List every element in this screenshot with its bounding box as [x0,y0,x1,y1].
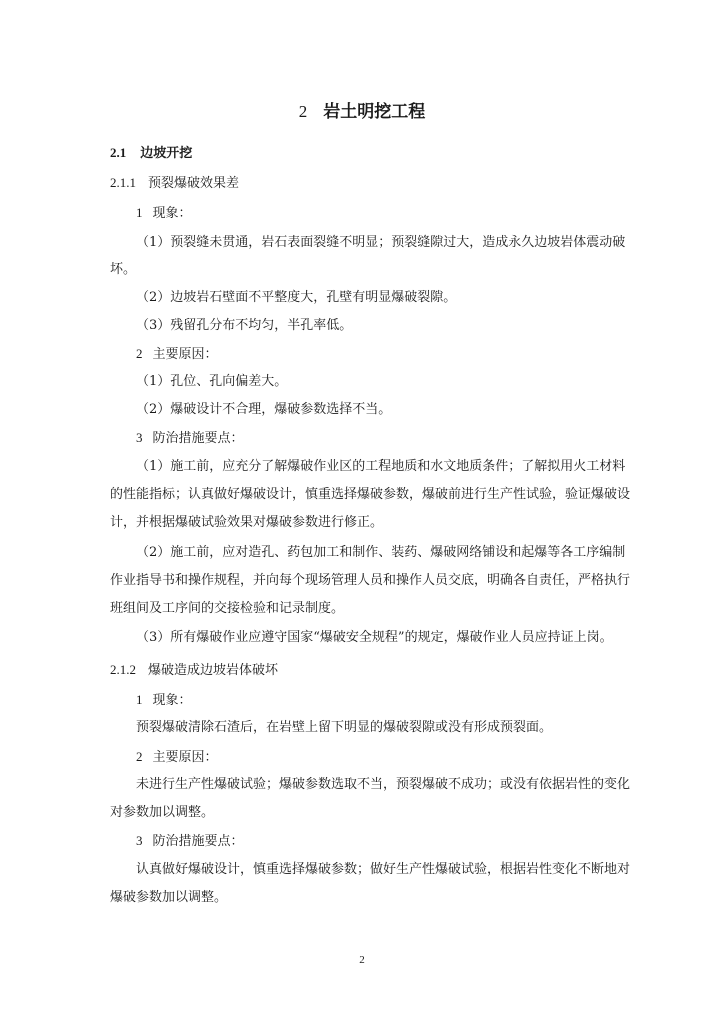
paragraph-line: （1）孔位、孔向偏差大。 [136,374,288,389]
section-title-text: 边坡开挖 [140,146,193,161]
paragraph-line: 作业指导书和操作规程，并向每个现场管理人员和操作人员交底，明确各自责任，严格执行 [110,573,631,588]
item-label: 现象： [152,206,192,221]
paragraph-line: （3）所有爆破作业应遵守国家“爆破安全规程”的规定，爆破作业人员应持证上岗。 [136,630,613,645]
paragraph-line: （1）预裂缝未贯通，岩石表面裂缝不明显；预裂缝隙过大，造成永久边坡岩体震动破 [136,235,626,250]
page-number: 2 [359,954,365,966]
chapter-title-text: 岩土明挖工程 [323,102,426,122]
item-label: 主要原因： [152,750,218,765]
item-number: 3 [136,430,143,445]
paragraph-line: （2）边坡岩石壁面不平整度大，孔壁有明显爆破裂隙。 [136,290,457,305]
item-heading [136,833,244,850]
item-heading [136,430,244,447]
paragraph-line: 未进行生产性爆破试验；爆破参数选取不当，预裂爆破不成功；或没有依据岩性的变化 [136,777,631,792]
item-label: 防治措施要点： [152,431,244,446]
paragraph-line: 坏。 [110,262,137,277]
subsection-title-text: 爆破造成边坡岩体破坏 [148,663,279,678]
subsection-title [110,175,239,192]
paragraph-line: （2）施工前，应对造孔、药包加工和制作、装药、爆破网络铺设和起爆等各工序编制 [136,545,626,560]
item-label: 防治措施要点： [152,834,244,849]
paragraph-line: 爆破参数加以调整。 [110,890,228,905]
section-title [110,142,192,161]
paragraph-line: 预裂爆破清除石渣后，在岩壁上留下明显的爆破裂隙或没有形成预裂面。 [136,720,553,735]
paragraph-line: （2）爆破设计不合理，爆破参数选择不当。 [136,402,392,417]
chapter-number: 2 [298,102,308,121]
paragraph-line: （3）残留孔分布不均匀，半孔率低。 [136,318,353,333]
chapter-title [0,97,724,122]
item-label: 主要原因： [152,347,218,362]
item-number: 1 [136,205,143,220]
item-number: 3 [136,833,143,848]
section-number: 2.1 [110,145,127,160]
subsection-title-text: 预裂爆破效果差 [148,176,240,191]
paragraph-line: 对参数加以调整。 [110,805,215,820]
item-heading [136,205,192,222]
item-heading [136,692,192,709]
paragraph-line: 班组间及工序间的交接检验和记录制度。 [110,601,345,616]
paragraph-line: （1）施工前，应充分了解爆破作业区的工程地质和水文地质条件；了解拟用火工材料 [136,459,626,474]
item-number: 2 [136,346,143,361]
item-number: 1 [136,692,143,707]
paragraph-line: 的性能指标；认真做好爆破设计，慎重选择爆破参数，爆破前进行生产性试验，验证爆破设 [110,487,631,502]
item-number: 2 [136,749,143,764]
subsection-title [110,662,278,679]
item-heading [136,749,218,766]
item-label: 现象： [152,693,192,708]
paragraph-line: 计，并根据爆破试验效果对爆破参数进行修正。 [110,515,384,530]
subsection-number: 2.1.1 [110,175,136,190]
item-heading [136,346,218,363]
subsection-number: 2.1.2 [110,662,136,677]
paragraph-line: 认真做好爆破设计，慎重选择爆破参数；做好生产性爆破试验，根据岩性变化不断地对 [136,862,631,877]
